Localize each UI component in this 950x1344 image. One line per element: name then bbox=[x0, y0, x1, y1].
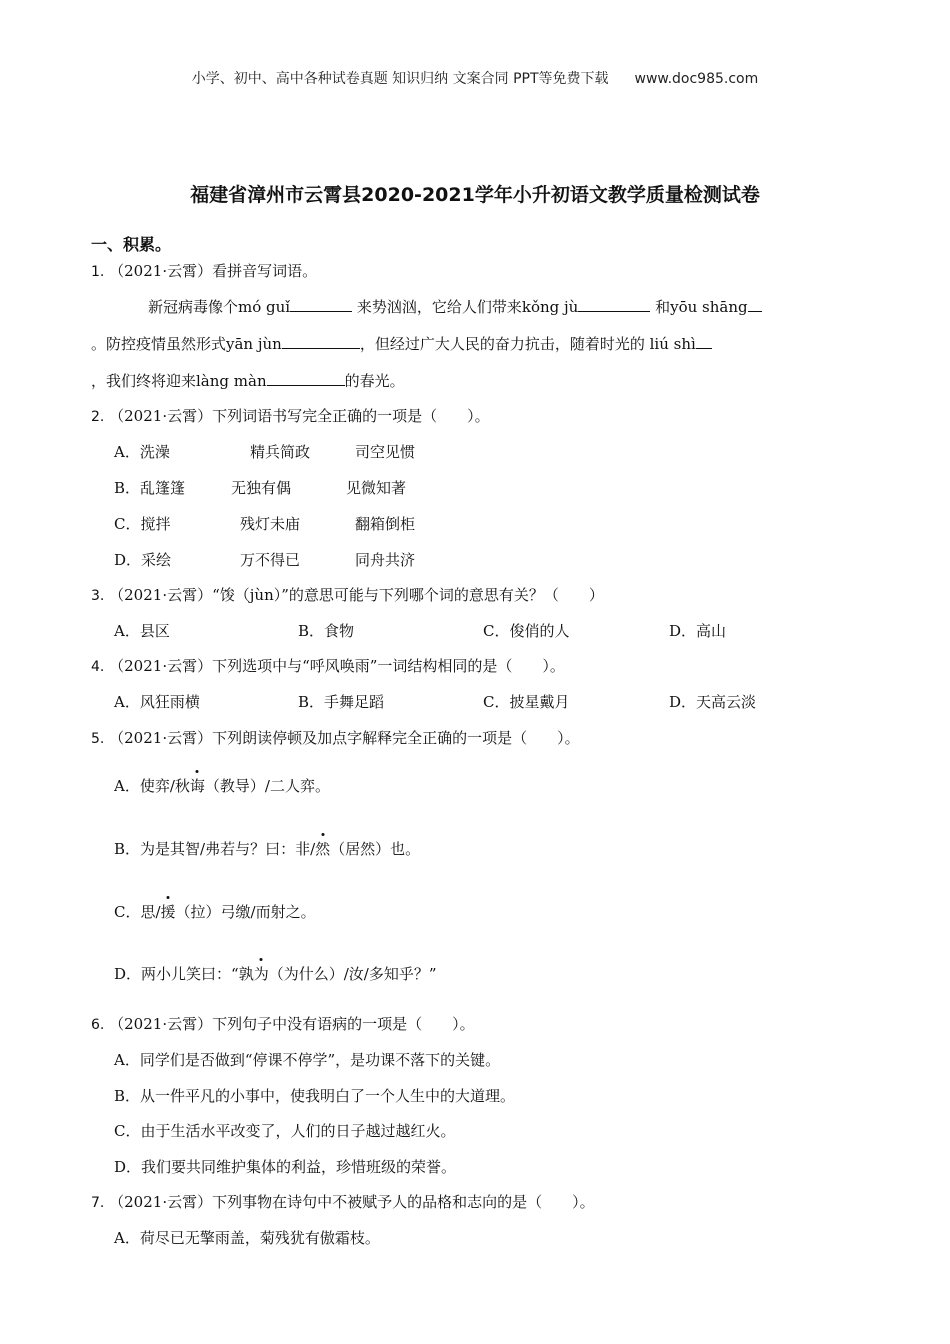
question-text: （2021·云霄）下列选项中与“呼风唤雨”一词结构相同的是（ ）。 bbox=[109, 657, 565, 675]
q7-option-a[interactable]: A．荷尽已无擎雨盖，菊残犹有傲霜枝。 bbox=[114, 1229, 380, 1247]
answer-blank[interactable] bbox=[290, 296, 352, 312]
q2-option-a[interactable]: A．洗澡 bbox=[114, 443, 170, 461]
pinyin-text: ，我们终将迎来làng màn bbox=[91, 372, 267, 390]
pinyin-text: 和yōu shāng bbox=[650, 298, 748, 316]
q2-option-c-word-2: 残灯未庙 bbox=[240, 515, 301, 533]
question-6-stem bbox=[91, 1013, 475, 1034]
question-2-stem bbox=[91, 405, 490, 426]
question-text: （2021·云霄）下列事物在诗句中不被赋予人的品格和志向的是（ ）。 bbox=[109, 1193, 595, 1211]
option-text: C．思/ bbox=[114, 903, 161, 921]
question-text: （2021·云霄）下列朗读停顿及加点字解释完全正确的一项是（ ）。 bbox=[109, 729, 580, 747]
q5-option-d[interactable] bbox=[114, 963, 437, 984]
q2-option-d-word-3: 同舟共济 bbox=[355, 551, 416, 569]
question-1-stem bbox=[91, 260, 317, 281]
question-number: 4. bbox=[91, 659, 105, 675]
question-1-line-3 bbox=[91, 370, 405, 391]
pinyin-text: 来势汹汹，它给人们带来kǒng jù bbox=[352, 298, 579, 316]
option-text: （为什么）/汝/多知乎？” bbox=[268, 965, 437, 983]
header-site[interactable]: www.doc985.com bbox=[634, 71, 759, 87]
q2-option-b-word-2: 无独有偶 bbox=[231, 479, 292, 497]
pinyin-text: ，但经过广大人民的奋力抗击，随着时光的 liú shì bbox=[359, 335, 696, 353]
q2-option-d[interactable]: D．采绘 bbox=[114, 551, 172, 569]
option-text: （拉）弓缴/而射之。 bbox=[175, 903, 316, 921]
q3-option-c[interactable]: C．俊俏的人 bbox=[483, 622, 570, 640]
dotted-character: 为 bbox=[253, 965, 269, 983]
exam-title: 福建省漳州市云霄县2020-2021学年小升初语文教学质量检测试卷 bbox=[190, 184, 760, 206]
q2-option-b[interactable]: B．乱篷篷 bbox=[114, 479, 186, 497]
dotted-character: 诲 bbox=[189, 777, 205, 795]
question-3-stem bbox=[91, 584, 604, 605]
q3-option-d[interactable]: D．高山 bbox=[669, 622, 727, 640]
q3-option-a[interactable]: A．县区 bbox=[114, 622, 170, 640]
q6-option-b[interactable]: B．从一件平凡的小事中，使我明白了一个人生中的大道理。 bbox=[114, 1087, 516, 1105]
q6-option-a[interactable]: A．同学们是否做到“停课不停学”，是功课不落下的关键。 bbox=[114, 1051, 501, 1069]
dotted-character: 援 bbox=[160, 903, 176, 921]
q2-option-c-word-3: 翻箱倒柜 bbox=[355, 515, 416, 533]
question-text: （2021·云霄）下列句子中没有语病的一项是（ ）。 bbox=[109, 1015, 475, 1033]
pinyin-text: 的春光。 bbox=[344, 372, 405, 390]
q4-option-c[interactable]: C．披星戴月 bbox=[483, 693, 570, 711]
question-number: 3. bbox=[91, 588, 105, 604]
option-text: （教导）/二人弈。 bbox=[204, 777, 330, 795]
answer-blank[interactable] bbox=[282, 333, 360, 349]
question-1-line-2 bbox=[91, 333, 712, 354]
question-number: 6. bbox=[91, 1017, 105, 1033]
q5-option-a[interactable] bbox=[114, 775, 330, 796]
header-text: 小学、初中、高中各种试卷真题 知识归纳 文案合同 PPT等免费下载 bbox=[191, 71, 609, 87]
question-1-line-1 bbox=[148, 296, 762, 317]
option-text: B．为是其智/弗若与？曰：非/ bbox=[114, 840, 316, 858]
q2-option-b-word-3: 见微知著 bbox=[346, 479, 407, 497]
answer-blank[interactable] bbox=[267, 370, 345, 386]
q2-option-a-word-3: 司空见惯 bbox=[355, 443, 416, 461]
option-text: （居然）也。 bbox=[330, 840, 421, 858]
q2-option-d-word-2: 万不得已 bbox=[240, 551, 301, 569]
q2-option-a-word-2: 精兵简政 bbox=[250, 443, 311, 461]
answer-blank[interactable] bbox=[578, 296, 650, 312]
q6-option-d[interactable]: D．我们要共同维护集体的利益，珍惜班级的荣誉。 bbox=[114, 1158, 457, 1176]
question-4-stem bbox=[91, 655, 565, 676]
question-number: 2. bbox=[91, 409, 105, 425]
question-text: （2021·云霄）下列词语书写完全正确的一项是（ ）。 bbox=[109, 407, 490, 425]
q4-option-d[interactable]: D．天高云淡 bbox=[669, 693, 757, 711]
pinyin-text: 。防控疫情虽然形式yān jùn bbox=[91, 335, 282, 353]
option-text: A．使弈/秋 bbox=[114, 777, 190, 795]
pinyin-text: 新冠病毒像个mó guǐ bbox=[148, 298, 291, 316]
question-text: （2021·云霄）看拼音写词语。 bbox=[109, 262, 318, 280]
question-7-stem bbox=[91, 1191, 595, 1212]
option-text: D．两小儿笑曰：“孰 bbox=[114, 965, 254, 983]
q3-option-b[interactable]: B．食物 bbox=[298, 622, 355, 640]
section-heading: 一、积累。 bbox=[91, 235, 172, 254]
q5-option-b[interactable] bbox=[114, 838, 420, 859]
question-number: 1. bbox=[91, 264, 105, 280]
page-header bbox=[0, 68, 950, 88]
question-text: （2021·云霄）“馂（jùn）”的意思可能与下列哪个词的意思有关？（ ） bbox=[109, 586, 604, 604]
dotted-character: 然 bbox=[315, 840, 331, 858]
q2-option-c[interactable]: C．搅拌 bbox=[114, 515, 171, 533]
answer-blank[interactable] bbox=[748, 296, 762, 312]
answer-blank[interactable] bbox=[696, 333, 712, 349]
q4-option-b[interactable]: B．手舞足蹈 bbox=[298, 693, 385, 711]
q5-option-c[interactable] bbox=[114, 901, 316, 922]
question-number: 5. bbox=[91, 731, 105, 747]
q6-option-c[interactable]: C．由于生活水平改变了，人们的日子越过越红火。 bbox=[114, 1122, 456, 1140]
question-5-stem bbox=[91, 727, 580, 748]
q4-option-a[interactable]: A．风狂雨横 bbox=[114, 693, 200, 711]
question-number: 7. bbox=[91, 1195, 105, 1211]
